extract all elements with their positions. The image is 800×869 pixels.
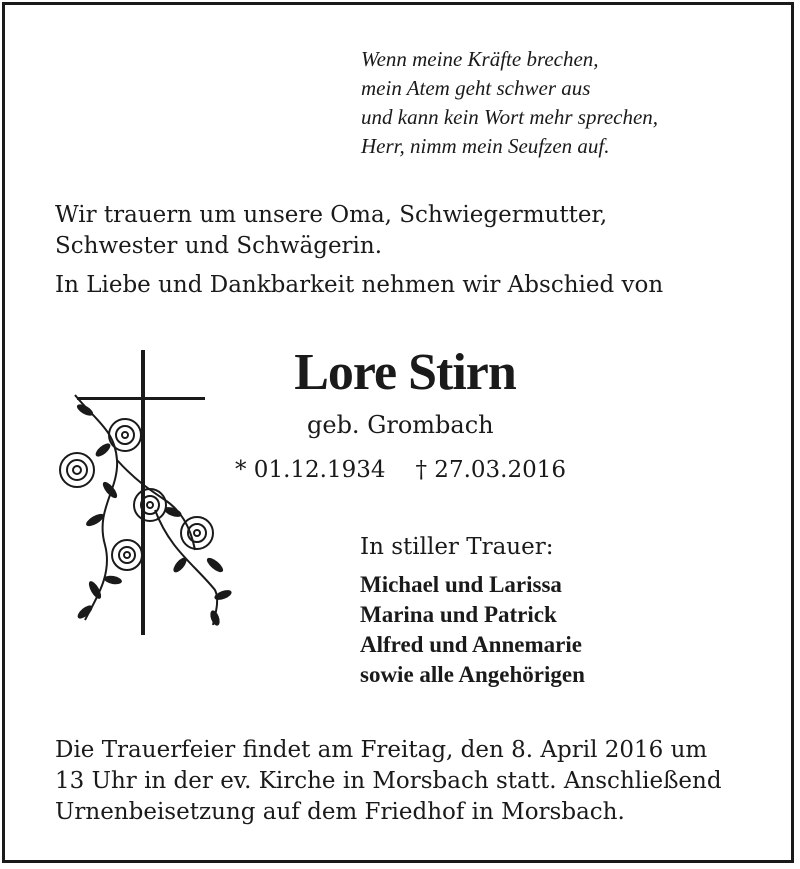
mourner-name: Alfred und Annemarie [360, 632, 582, 657]
intro-line: In Liebe und Dankbarkeit nehmen wir Abschied von [55, 272, 664, 298]
notice-line: 13 Uhr in der ev. Kirche in Morsbach statt. Anschließend [55, 768, 722, 794]
verse [361, 45, 781, 161]
verse-line: mein Atem geht schwer aus [361, 76, 591, 100]
mourners-lead: In stiller Trauer: [360, 534, 554, 560]
verse-line: Wenn meine Kräfte brechen, [361, 47, 599, 71]
notice-line: Urnenbeisetzung auf dem Friedhof in Morsbach. [55, 799, 625, 825]
verse-line: Herr, nimm mein Seufzen auf. [361, 134, 610, 158]
mourner-name: Michael und Larissa [360, 572, 562, 597]
mourner-name: Marina und Patrick [360, 602, 557, 627]
life-dates [235, 457, 566, 483]
notice-line: Die Trauerfeier findet am Freitag, den 8. April 2016 um [55, 737, 708, 763]
birth-name: geb. Grombach [307, 411, 494, 439]
verse-line: und kann kein Wort mehr sprechen, [361, 105, 659, 129]
mourners-list [360, 570, 780, 690]
intro-line: Wir trauern um unsere Oma, Schwiegermutter, [55, 202, 608, 228]
funeral-notice [55, 735, 775, 828]
birth-date: * 01.12.1934 [235, 457, 386, 483]
mourner-name: sowie alle Angehörigen [360, 662, 585, 687]
death-date: † 27.03.2016 [415, 457, 566, 483]
intro-text [55, 200, 775, 301]
mourners [360, 532, 780, 690]
intro-line: Schwester und Schwägerin. [55, 233, 383, 259]
obituary-frame [2, 2, 794, 863]
deceased-name: Lore Stirn [294, 344, 516, 401]
